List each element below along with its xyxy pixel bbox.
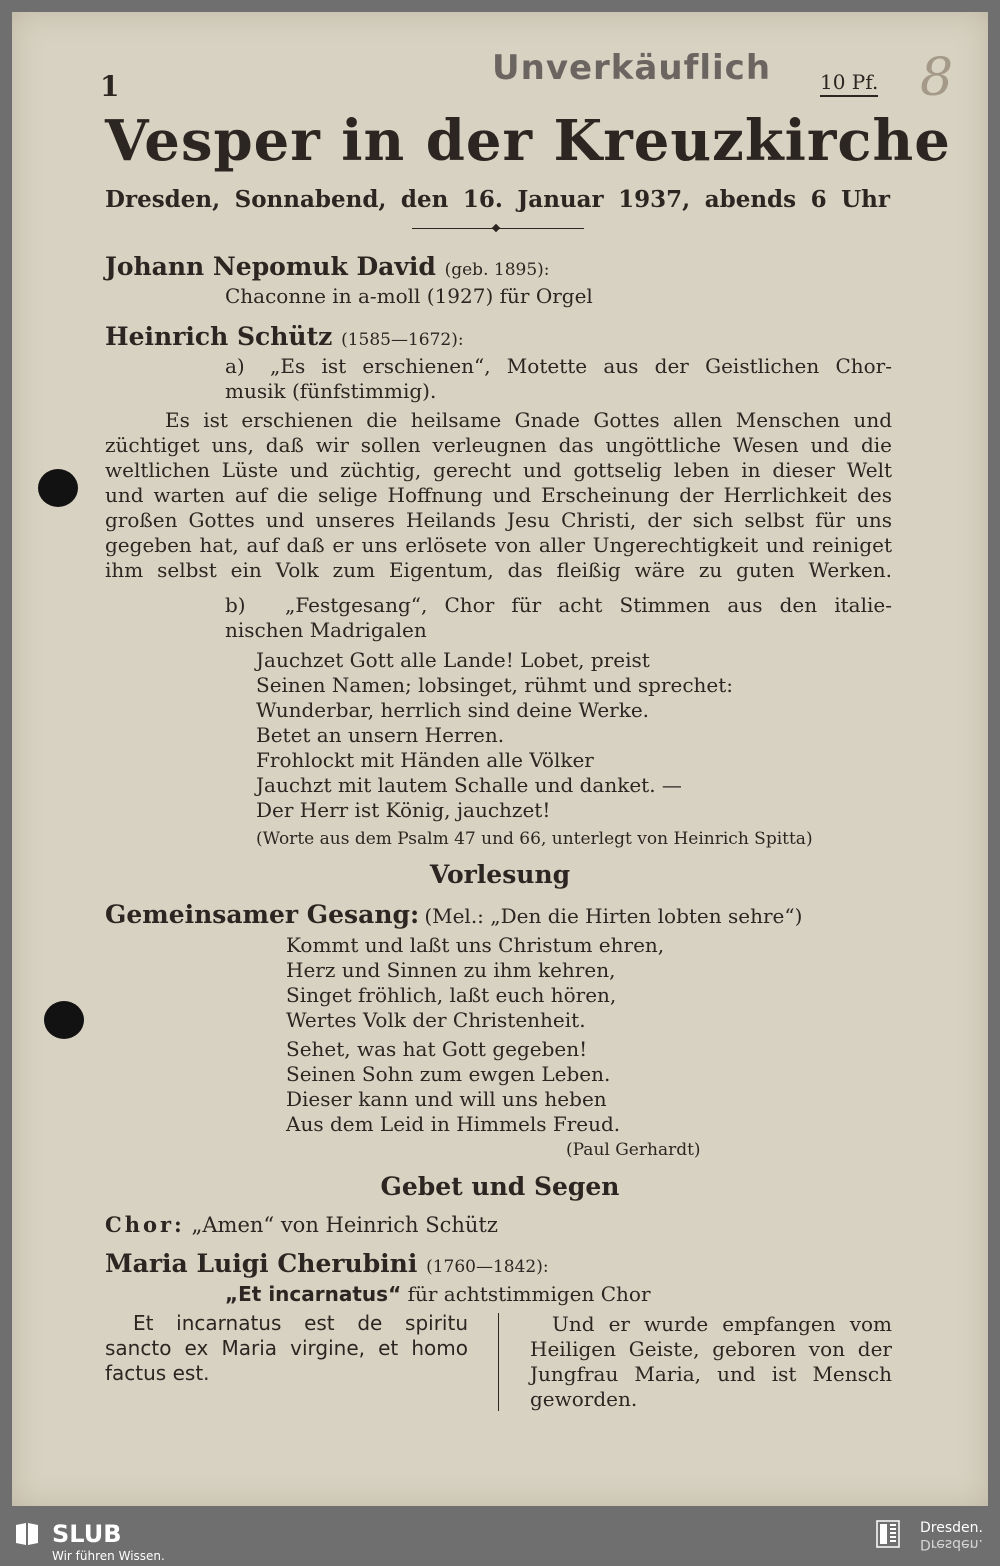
composer-david: Johann Nepomuk David (geb. 1895):	[105, 252, 550, 281]
hymn-author: (Paul Gerhardt)	[566, 1140, 701, 1160]
vorlesung-heading: Vorlesung	[429, 860, 571, 889]
gebet-heading: Gebet und Segen	[380, 1172, 620, 1201]
latin-line: Et incarnatus est de spiritu	[133, 1311, 468, 1335]
hymn-line: Singet fröhlich, laßt euch hören,	[286, 983, 617, 1007]
item-a-label: a)	[225, 354, 245, 378]
not-for-sale-stamp: Unverkäuflich	[492, 48, 772, 88]
handwritten-number: 8	[920, 48, 954, 108]
program-number: 1	[100, 70, 120, 103]
chor-amen: Chor: „Amen“ von Heinrich Schütz	[105, 1212, 498, 1237]
book-icon	[14, 1521, 40, 1547]
hymn-line: Aus dem Leid in Himmels Freud.	[286, 1112, 621, 1136]
motet-line: gegeben hat, auf daß er uns erlösete von aller Ungerechtigkeit und reiniget	[105, 533, 892, 557]
verse-line: Wunderbar, herrlich sind deine Werke.	[256, 698, 650, 722]
composer-schuetz: Heinrich Schütz (1585—1672):	[105, 322, 464, 351]
slub-logo-text[interactable]: SLUB	[52, 1520, 122, 1548]
motet-line: ihm selbst ein Volk zum Eigentum, das fleißig wäre zu guten Werken.	[105, 558, 892, 582]
motet-line: züchtiget uns, daß wir sollen verleugnen das ungöttliche Wesen und die	[105, 433, 892, 457]
german-line: Heiligen Geiste, geboren von der	[530, 1337, 892, 1361]
verse-line: Betet an unsern Herren.	[256, 723, 505, 747]
german-text	[530, 1312, 892, 1412]
item-b-title-cont: nischen Madrigalen	[225, 618, 427, 642]
german-line: Und er wurde empfangen vom	[552, 1312, 892, 1336]
item-b-label: b)	[225, 593, 246, 617]
verse-line: Der Herr ist König, jauchzet!	[256, 798, 551, 822]
hymn-line: Sehet, was hat Gott gegeben!	[286, 1037, 588, 1061]
hymn-heading: Gemeinsamer Gesang: (Mel.: „Den die Hirten lobten sehre“)	[105, 900, 803, 929]
latin-text	[105, 1311, 468, 1386]
festgesang-verse	[256, 648, 733, 823]
hymn-line: Herz und Sinnen zu ihm kehren,	[286, 958, 616, 982]
punch-hole	[44, 1001, 84, 1039]
item-a-title-cont: musik (fünfstimmig).	[225, 379, 437, 403]
column-divider	[498, 1313, 499, 1411]
slub-tagline: Wir führen Wissen.	[52, 1549, 165, 1563]
hymn-line: Wertes Volk der Christenheit.	[286, 1008, 586, 1032]
verse-line: Jauchzet Gott alle Lande! Lobet, preist	[256, 648, 650, 672]
german-line: geworden.	[530, 1387, 638, 1411]
motet-line: großen Gottes und unseres Heilands Jesu Christi, der sich selbst für uns	[105, 508, 892, 532]
hymn-stanza-2	[286, 1037, 620, 1137]
hymn-stanza-1	[286, 933, 664, 1033]
verse-line: Frohlockt mit Händen alle Völker	[256, 748, 594, 772]
hymn-line: Kommt und laßt uns Christum ehren,	[286, 933, 665, 957]
page-title: Vesper in der Kreuzkirche	[105, 108, 951, 174]
latin-line: sancto ex Maria virgine, et homo	[105, 1336, 468, 1360]
german-line: Jungfrau Maria, und ist Mensch	[530, 1362, 892, 1386]
work-chaconne: Chaconne in a-moll (1927) für Orgel	[225, 284, 593, 308]
motet-line: und warten auf die selige Hoffnung und Erscheinung der Herrlichkeit des	[105, 483, 892, 507]
verse-line: Seinen Namen; lobsinget, rühmt und sprechet:	[256, 673, 734, 697]
punch-hole	[38, 469, 78, 507]
verse-line: Jauchzt mit lautem Schalle und danket. —	[256, 773, 682, 797]
verse-source: (Worte aus dem Psalm 47 und 66, unterlegt von Heinrich Spitta)	[256, 829, 813, 849]
city-crest-icon	[876, 1520, 900, 1548]
item-a-title: „Es ist erschienen“, Motette aus der Geistlichen Chor-	[270, 354, 892, 378]
dresden-logo-text[interactable]: Dresden. Dresden.	[920, 1520, 983, 1552]
motet-text	[105, 408, 892, 583]
composer-cherubini: Maria Luigi Cherubini (1760—1842):	[105, 1249, 549, 1278]
motet-line: weltlichen Lüste und züchtig, gerecht und gottselig leben in dieser Welt	[105, 458, 892, 482]
motet-line: Es ist erschienen die heilsame Gnade Gottes allen Menschen und	[165, 408, 892, 432]
hymn-line: Seinen Sohn zum ewgen Leben.	[286, 1062, 611, 1086]
hymn-line: Dieser kann und will uns heben	[286, 1087, 607, 1111]
latin-line: factus est.	[105, 1361, 210, 1385]
price-label: 10 Pf.	[820, 70, 878, 97]
date-line: Dresden, Sonnabend, den 16. Januar 1937, abends 6 Uhr	[105, 186, 890, 213]
work-et-incarnatus: „Et incarnatus“ für achtstimmigen Chor	[225, 1282, 651, 1306]
item-b-title: „Festgesang“, Chor für acht Stimmen aus den italie-	[285, 593, 892, 617]
